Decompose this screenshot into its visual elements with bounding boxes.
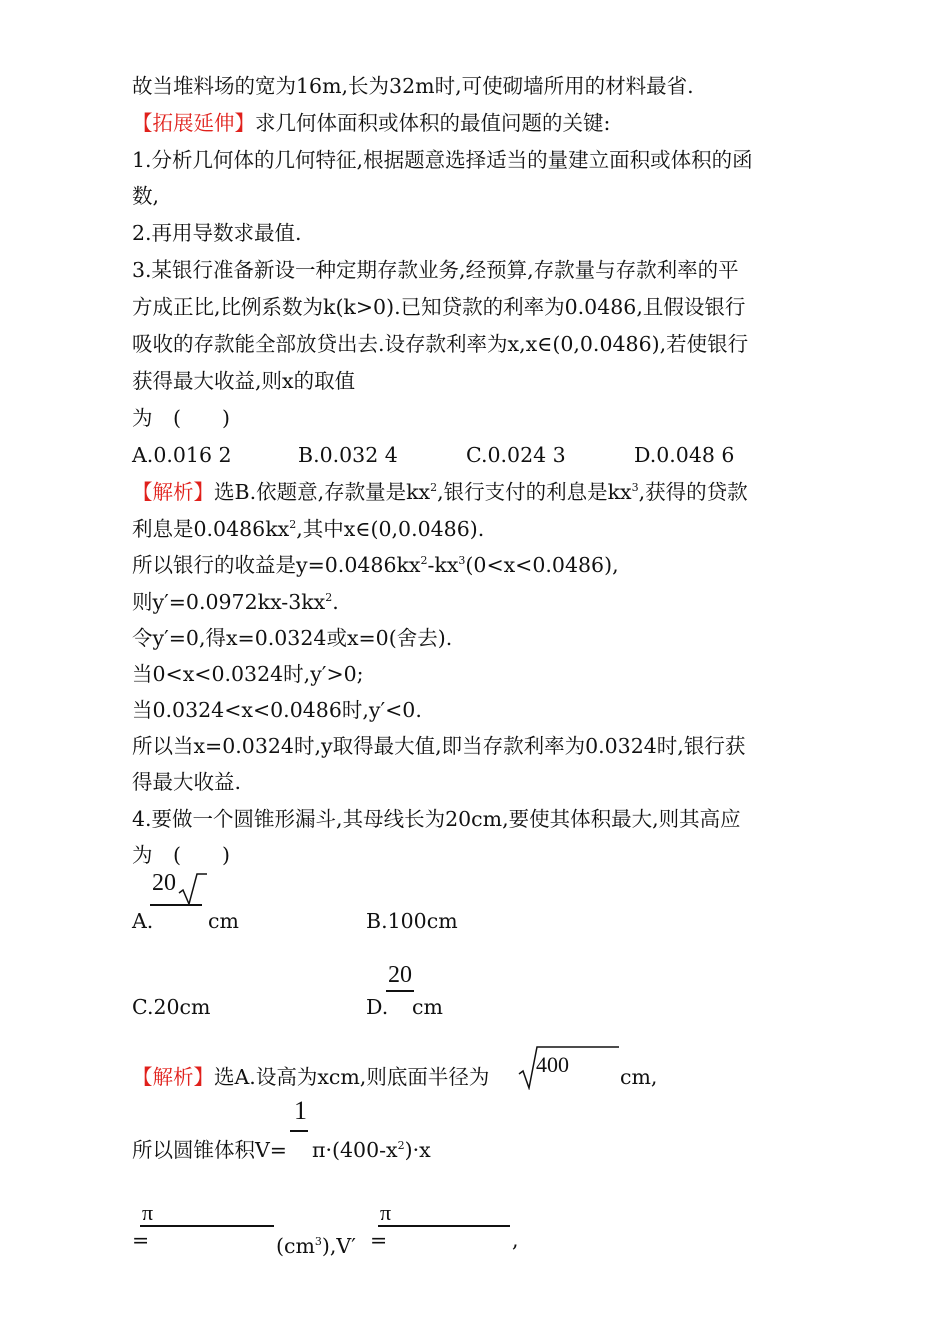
solution-line: [132, 1063, 489, 1091]
text-line: [132, 109, 610, 137]
superscript: 2: [289, 518, 297, 531]
text-line: 故当堆料场的宽为16m,长为32m时,可使砌墙所用的材料最省.: [132, 74, 694, 98]
fraction-numerator: π: [142, 1200, 154, 1225]
fraction-numerator: 1: [294, 1096, 307, 1125]
solution-text: 利息是0.0486kx: [132, 517, 290, 541]
question-3-line: 获得最大收益,则x的取值: [132, 369, 356, 393]
solution-text: π·(400-x: [312, 1138, 398, 1162]
question-3-line: 3.某银行准备新设一种定期存款业务,经预算,存款量与存款利率的平: [132, 258, 739, 282]
solution-line: [132, 478, 748, 506]
extension-text: 求几何体面积或体积的最值问题的关键:: [255, 111, 611, 135]
option-a-numerator: 20: [152, 870, 176, 896]
solution-tag: 【解析】: [132, 480, 214, 504]
option-b: B.100cm: [366, 909, 458, 933]
solution-line: [312, 1136, 431, 1164]
question-3-line: 吸收的存款能全部放贷出去.设存款利率为x,x∈(0,0.0486),若使银行: [132, 332, 749, 356]
solution-text: )·x: [404, 1138, 431, 1162]
solution-line: [132, 1136, 287, 1164]
solution-text: -kx: [427, 553, 459, 577]
solution-text: ,获得的贷款: [638, 480, 748, 504]
superscript: 3: [631, 481, 639, 494]
comma: ,: [512, 1228, 519, 1252]
fraction-bar: [378, 1225, 510, 1227]
sqrt-sign-icon: [178, 872, 208, 906]
fraction-bar: [140, 1225, 274, 1227]
option-d-numerator: 20: [388, 962, 412, 988]
equals-sign: =: [370, 1228, 388, 1252]
superscript: 2: [397, 1139, 405, 1152]
solution-line: 当0.0324<x<0.0486时,y′<0.: [132, 698, 422, 722]
solution-line: 令y′=0,得x=0.0324或x=0(舍去).: [132, 626, 453, 650]
solution-text: ),V′: [321, 1234, 356, 1258]
fraction-bar: [386, 990, 414, 992]
text-line: 数,: [132, 184, 160, 208]
option-a: A.0.016 2: [132, 443, 232, 467]
solution-line: [132, 551, 619, 579]
option-d: D.0.048 6: [634, 443, 735, 467]
radicand: 400: [536, 1052, 569, 1077]
superscript: 2: [325, 591, 333, 604]
option-d: D.: [366, 995, 389, 1019]
superscript: 3: [458, 554, 466, 567]
solution-line: [132, 515, 484, 543]
question-4-line: 4.要做一个圆锥形漏斗,其母线长为20cm,要使其体积最大,则其高应: [132, 807, 741, 831]
option-d-unit: cm: [412, 995, 443, 1019]
solution-text: 所以银行的收益是y=0.0486kx: [132, 553, 421, 577]
solution-text: 选A.设高为xcm,则底面半径为: [214, 1065, 490, 1089]
fraction-bar: [150, 904, 202, 906]
fraction-numerator: π: [380, 1200, 392, 1225]
fraction-bar: [290, 1130, 308, 1132]
extension-tag: 【拓展延伸】: [132, 111, 255, 135]
solution-text: 所以圆锥体积V=: [132, 1138, 287, 1162]
solution-tag: 【解析】: [132, 1065, 214, 1089]
solution-line: [276, 1232, 356, 1260]
solution-text: 则y′=0.0972kx-3kx: [132, 590, 326, 614]
option-a-unit: cm: [208, 909, 239, 933]
text-line: 1.分析几何体的几何特征,根据题意选择适当的量建立面积或体积的函: [132, 148, 753, 172]
solution-line: [132, 588, 339, 616]
solution-line: 得最大收益.: [132, 770, 242, 794]
option-b: B.0.032 4: [298, 443, 398, 467]
solution-text: ,银行支付的利息是kx: [437, 480, 632, 504]
superscript: 3: [314, 1235, 322, 1248]
equals-sign: =: [132, 1228, 150, 1252]
solution-line: 当0<x<0.0324时,y′>0;: [132, 662, 364, 686]
solution-text: (0<x<0.0486),: [465, 553, 619, 577]
unit-text: cm,: [620, 1065, 658, 1089]
question-4-line: 为 ( ): [132, 843, 230, 867]
option-c: C.0.024 3: [466, 443, 566, 467]
solution-line: 所以当x=0.0324时,y取得最大值,即当存款利率为0.0324时,银行获: [132, 734, 746, 758]
solution-text: ,其中x∈(0,0.0486).: [296, 517, 485, 541]
solution-text: .: [332, 590, 339, 614]
solution-text: (cm: [276, 1234, 315, 1258]
solution-text: 选B.依题意,存款量是kx: [214, 480, 431, 504]
option-c: C.20cm: [132, 995, 211, 1019]
option-a: A.: [132, 909, 154, 933]
question-3-line: 为 ( ): [132, 406, 230, 430]
superscript: 2: [420, 554, 428, 567]
question-3-line: 方成正比,比例系数为k(k>0).已知贷款的利率为0.0486,且假设银行: [132, 295, 746, 319]
superscript: 2: [430, 481, 438, 494]
text-line: 2.再用导数求最值.: [132, 221, 302, 245]
sqrt-sign-icon: [518, 1044, 620, 1090]
